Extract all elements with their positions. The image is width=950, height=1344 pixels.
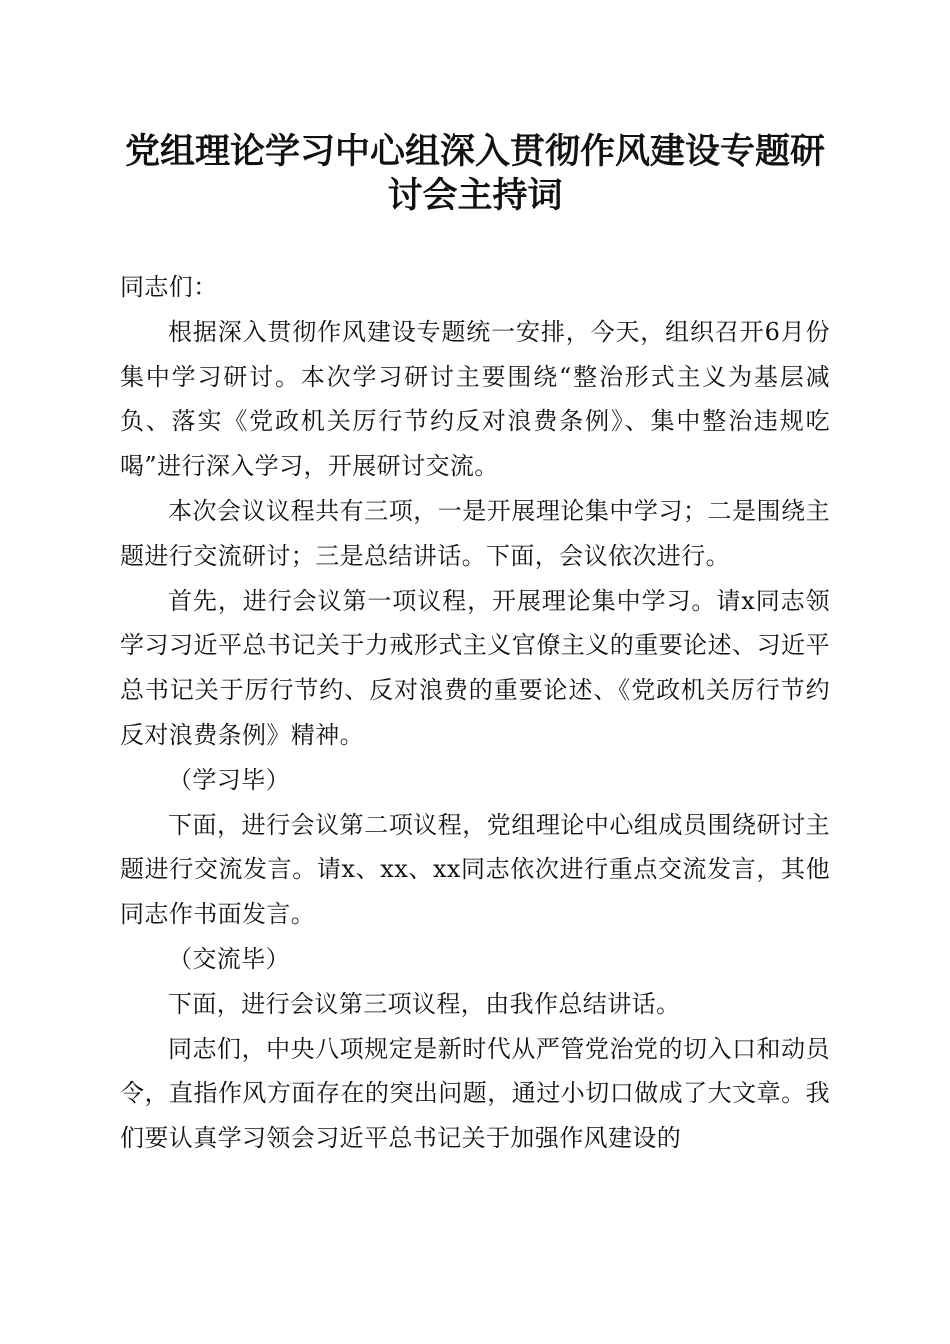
document-title: [120, 130, 830, 218]
note-exchange-end: （交流毕）: [168, 944, 290, 973]
paragraph-item-one: 首先，进行会议第一项议程，开展理论集中学习。请x同志领学习习近平总书记关于力戒形式主义官僚主义的重要论述、习近平总书记关于厉行节约、反对浪费的重要论述、《党政机关厉行节约反对浪费条例》精神。: [120, 586, 830, 749]
title-line-1: 党组理论学习中心组深入贯彻作风建设专题研: [124, 131, 825, 172]
paragraph-item-three: 下面，进行会议第三项议程，由我作总结讲话。: [168, 989, 681, 1018]
salutation: 同志们：: [120, 273, 218, 301]
paragraph-agenda: 本次会议议程共有三项，一是开展理论集中学习；二是围绕主题进行交流研讨；三是总结讲话。下面，会议依次进行。: [120, 496, 830, 570]
title-line-2: 讨会主持词: [387, 175, 563, 216]
paragraph-opening: 根据深入贯彻作风建设专题统一安排，今天，组织召开6月份集中学习研讨。本次学习研讨主要围绕“整治形式主义为基层减负、落实《党政机关厉行节约反对浪费条例》、集中整治违规吃喝”进行深入学习，开展研讨交流。: [120, 317, 830, 481]
paragraph-item-two: 下面，进行会议第二项议程，党组理论中心组成员围绕研讨主题进行交流发言。请x、xx、xx同志依次进行重点交流发言，其他同志作书面发言。: [120, 810, 830, 929]
document-body: [120, 265, 830, 1161]
paragraph-summary: 同志们，中央八项规定是新时代从严管党治党的切入口和动员令，直指作风方面存在的突出问题，通过小切口做成了大文章。我们要认真学习领会习近平总书记关于加强作风建设的: [120, 1034, 830, 1153]
note-study-end: （学习毕）: [168, 765, 290, 794]
